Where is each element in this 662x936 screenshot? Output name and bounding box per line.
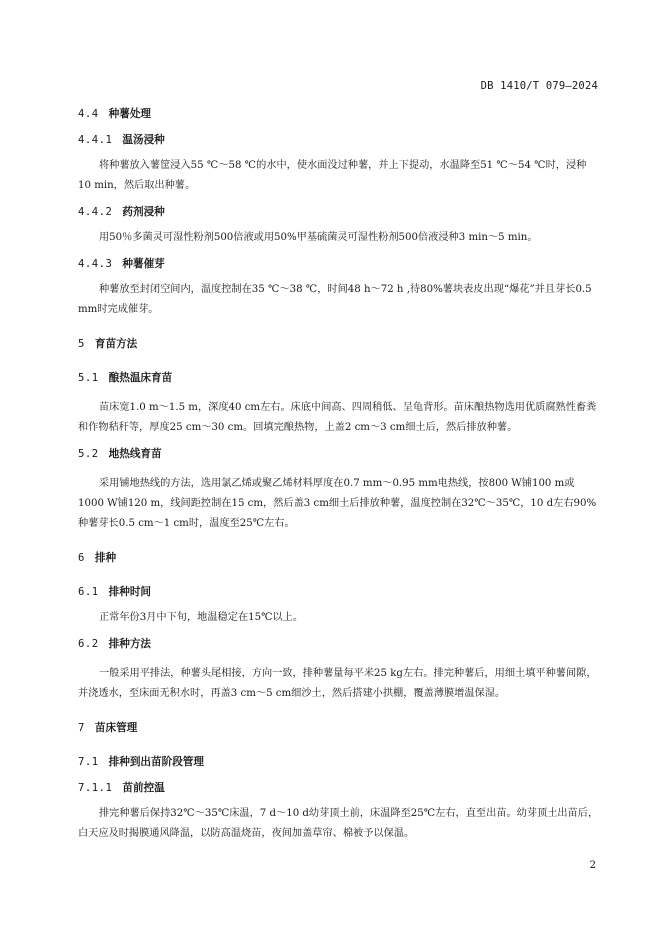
- heading-number: 7.1: [78, 756, 99, 768]
- paragraph-4-4-3: 种薯放至封闭空间内，温度控制在35 ℃～38 ℃，时间48 h～72 h ,待80%薯块表皮出现“爆花”并且芽长0.5 mm时完成催芽。: [78, 284, 592, 315]
- heading-number: 4.4.1: [78, 134, 113, 146]
- paragraph-6-1: 正常年份3月中下旬，地温稳定在15℃以上。: [99, 612, 304, 623]
- heading-title: 地热线育苗: [108, 448, 162, 460]
- heading-title: 温汤浸种: [122, 134, 165, 146]
- page-number: 2: [589, 860, 596, 871]
- heading-title: 排种时间: [108, 586, 152, 598]
- heading-title: 排种到出苗阶段管理: [108, 756, 204, 768]
- header-rule: [78, 98, 598, 99]
- heading-title: 苗床管理: [94, 722, 138, 734]
- heading-5: [78, 334, 599, 354]
- heading-5-2: [78, 444, 599, 464]
- heading-number: 7: [78, 722, 85, 734]
- heading-title: 育苗方法: [94, 338, 138, 350]
- paragraph-4-4-2: 用50％多菌灵可湿性粉剂500倍液或用50%甲基硫菌灵可湿性粉剂500倍液浸种3 min～5 min。: [99, 232, 538, 243]
- heading-6-1: [78, 582, 599, 602]
- heading-number: 4.4.2: [78, 206, 113, 218]
- document-id-header: DB 1410/T 079—2024: [480, 80, 598, 92]
- heading-number: 6.2: [78, 638, 99, 650]
- paragraph-5-1: 苗床宽1.0 m～1.5 m，深度40 cm左右。床底中间高、四周稍低、呈龟背形。苗床酿热物选用优质腐熟性畜粪和作物秸秆等，厚度25 cm～30 cm。回填完酿热物，上盖2 cm～3 cm细土后，然后排放种薯。: [78, 402, 597, 433]
- heading-title: 酿热温床育苗: [108, 372, 173, 384]
- heading-4-4-3: [78, 254, 599, 274]
- heading-title: 种薯催芽: [122, 258, 165, 270]
- heading-7-1-1: [78, 778, 599, 798]
- heading-4-4-2: [78, 202, 599, 222]
- heading-6: [78, 548, 599, 568]
- heading-number: 5.1: [78, 372, 99, 384]
- heading-title: 药剂浸种: [122, 206, 165, 218]
- heading-title: 苗前控温: [122, 782, 165, 794]
- heading-7-1: [78, 752, 599, 772]
- heading-number: 6: [78, 552, 85, 564]
- paragraph-6-2: 一般采用平排法，种薯头尾相接，方向一致，排种薯量每平米25 kg左右。排完种薯后，用细土填平种薯间隙，并浇透水，至床面无积水时，再盖3 cm～5 cm细沙土，然后搭建小拱棚，覆盖薄膜增温保湿。: [78, 668, 597, 699]
- heading-number: 4.4.3: [78, 258, 113, 270]
- paragraph-7-1-1: 排完种薯后保持32℃～35℃床温，7 d～10 d幼芽顶土前，床温降至25℃左右，直至出苗。幼芽顶土出苗后，白天应及时揭膜通风降温，以防高温烧苗，夜间加盖草帘、棉被予以保温。: [78, 808, 599, 839]
- paragraph-5-2: 采用铺地热线的方法，选用氯乙烯或聚乙烯材料厚度在0.7 mm～0.95 mm电热线，按800 W铺100 m或1000 W铺120 m，线间距控制在15 cm，然后盖3 cm细土后排放种薯，温度控制在32℃～35℃，10 d左右90%种薯芽长0.5 cm～1 cm时，温度至25℃左右。: [78, 478, 597, 529]
- document-body: [78, 104, 599, 844]
- heading-number: 6.1: [78, 586, 99, 598]
- heading-4-4-1: [78, 130, 599, 150]
- heading-number: 5.2: [78, 448, 99, 460]
- heading-6-2: [78, 634, 599, 654]
- heading-number: 5: [78, 338, 85, 350]
- heading-number: 4.4: [78, 108, 99, 120]
- paragraph-4-4-1: 将种薯放入薯筐浸入55 ℃～58 ℃的水中，使水面没过种薯，并上下提动，水温降至51 ℃～54 ℃时，浸种10 min，然后取出种薯。: [78, 160, 587, 191]
- heading-title: 种薯处理: [108, 108, 152, 120]
- heading-4-4: [78, 104, 599, 124]
- heading-number: 7.1.1: [78, 782, 113, 794]
- heading-7: [78, 718, 599, 738]
- heading-5-1: [78, 368, 599, 388]
- heading-title: 排种: [94, 552, 117, 564]
- heading-title: 排种方法: [108, 638, 152, 650]
